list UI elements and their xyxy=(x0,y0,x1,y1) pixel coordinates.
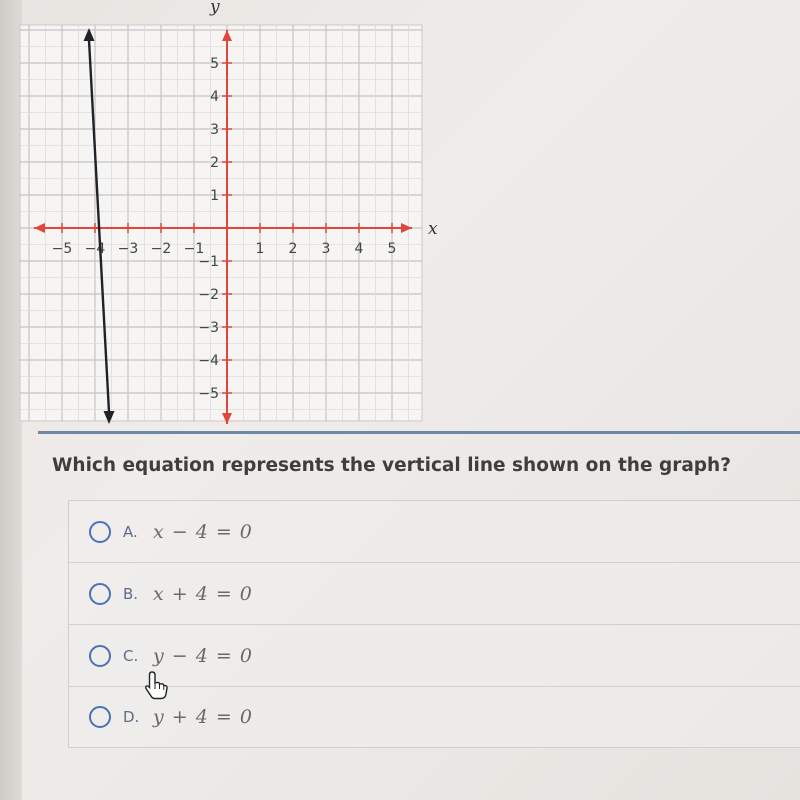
x-tick-label: 4 xyxy=(354,241,364,257)
y-tick-label: 4 xyxy=(210,89,219,105)
radio-button-a[interactable] xyxy=(89,521,111,543)
radio-button-d[interactable] xyxy=(89,706,111,728)
grid-background xyxy=(20,25,422,421)
x-tick-label: 2 xyxy=(288,241,298,257)
x-tick-label: −5 xyxy=(51,241,73,257)
question-text: Which equation represents the vertical line shown on the graph? xyxy=(52,455,731,476)
x-tick-label: 5 xyxy=(387,241,397,257)
option-a[interactable] xyxy=(68,500,800,562)
y-tick-label: −1 xyxy=(198,254,219,270)
x-tick-label: −2 xyxy=(150,241,172,257)
section-divider xyxy=(38,431,800,434)
option-c-equation: y − 4 = 0 xyxy=(153,644,253,667)
x-tick-label: 3 xyxy=(321,241,331,257)
option-b-letter: B. xyxy=(123,584,139,603)
x-tick-label: −3 xyxy=(117,241,139,257)
y-tick-label: 5 xyxy=(210,56,219,72)
y-tick-label: −2 xyxy=(198,287,219,303)
radio-button-c[interactable] xyxy=(89,645,111,667)
x-tick-label: −1 xyxy=(183,241,205,257)
answer-options xyxy=(68,500,800,748)
x-tick-label: −4 xyxy=(84,241,106,257)
radio-button-b[interactable] xyxy=(89,583,111,605)
y-axis-label: y xyxy=(210,0,220,17)
option-d-letter: D. xyxy=(123,708,140,726)
y-tick-label: −5 xyxy=(198,386,219,402)
x-tick-label: 1 xyxy=(255,241,265,257)
y-tick-label: −4 xyxy=(198,353,219,369)
x-axis-label: x xyxy=(428,219,438,239)
option-a-equation: x − 4 = 0 xyxy=(153,520,253,543)
option-d-equation: y + 4 = 0 xyxy=(153,706,253,728)
hand-cursor-icon xyxy=(143,670,169,700)
y-tick-label: 1 xyxy=(210,188,219,204)
y-tick-label: 3 xyxy=(210,122,219,138)
option-d[interactable] xyxy=(68,686,800,748)
grid xyxy=(20,25,422,421)
y-tick-label: −3 xyxy=(198,320,219,336)
option-c[interactable] xyxy=(68,624,800,686)
option-c-letter: C. xyxy=(123,646,139,665)
option-a-letter: A. xyxy=(123,522,138,541)
option-b-equation: x + 4 = 0 xyxy=(153,582,253,605)
y-tick-label: 2 xyxy=(210,155,219,171)
option-b[interactable] xyxy=(68,562,800,624)
